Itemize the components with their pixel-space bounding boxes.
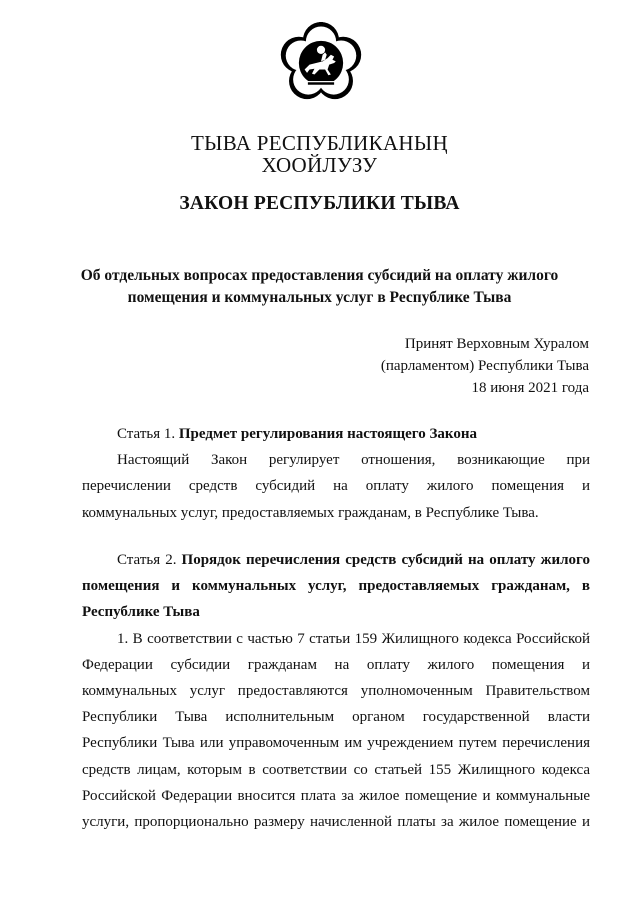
subject-line-1: Об отдельных вопросах предоставления субсидий на оплату жилого	[80, 267, 559, 284]
law-subject	[0, 265, 639, 309]
article-2-line: Российской Федерации вносится плата за жилое помещение и коммунальные	[82, 787, 590, 804]
header-tuvan-title	[0, 132, 639, 176]
adoption-date: 18 июня 2021 года	[471, 380, 589, 396]
header-line-1: ТЫВА РЕСПУБЛИКАНЫҢ	[191, 131, 448, 155]
article-1	[82, 421, 590, 526]
law-title: ЗАКОН РЕСПУБЛИКИ ТЫВА	[179, 193, 460, 214]
header-line-2: ХООЙЛУЗУ	[261, 153, 378, 177]
article-1-heading	[82, 421, 590, 447]
adoption-line-1: Принят Верховным Хуралом	[404, 336, 589, 352]
article-2-heading-line-2	[82, 573, 590, 599]
subject-line-2: помещения и коммунальных услуг в Республике Тыва	[127, 289, 512, 306]
article-1-line: Настоящий Закон регулирует отношения, возникающие при	[117, 452, 590, 469]
article-2-line: Республики Тыва исполнительным органом государственной власти	[82, 709, 590, 726]
article-2-title-1: Порядок перечисления средств субсидий на оплату жилого	[181, 552, 590, 568]
article-2-line: 1. В соответствии с частью 7 статьи 159 Жилищного кодекса Российской	[117, 630, 590, 647]
article-2-heading-line-3	[82, 599, 590, 625]
adoption-block	[381, 333, 589, 399]
article-2-line: услуги, пропорционально размеру начисленной платы за жилое помещение и	[82, 814, 590, 831]
article-2-title-3: Республике Тыва	[82, 604, 200, 621]
article-2-prefix: Статья 2.	[117, 552, 182, 568]
article-1-prefix: Статья 1.	[117, 426, 179, 442]
article-2-title-2: помещения и коммунальных услуг, предоставляемых гражданам, в	[82, 578, 590, 595]
article-2-heading-line-1	[82, 547, 590, 573]
article-2-line: коммунальных услуг предоставляются уполномоченным Правительством	[82, 683, 590, 700]
article-1-title: Предмет регулирования настоящего Закона	[178, 426, 477, 442]
article-1-line: коммунальных услуг, предоставляемых гражданам, в Республике Тыва.	[82, 504, 539, 521]
article-2-line: Республики Тыва или управомоченным им учреждением путем перечисления	[82, 735, 590, 752]
article-2-line: Федерации субсидии гражданам на оплату жилого помещения и	[82, 656, 590, 673]
article-1-line: перечислении средств субсидий на оплату жилого помещения и	[82, 478, 590, 495]
tuva-emblem-icon	[280, 22, 362, 104]
adoption-line-2: (парламентом) Республики Тыва	[380, 358, 589, 374]
article-2	[82, 547, 590, 835]
article-2-line: средств лицам, которым в соответствии со статьей 155 Жилищного кодекса	[82, 761, 590, 778]
